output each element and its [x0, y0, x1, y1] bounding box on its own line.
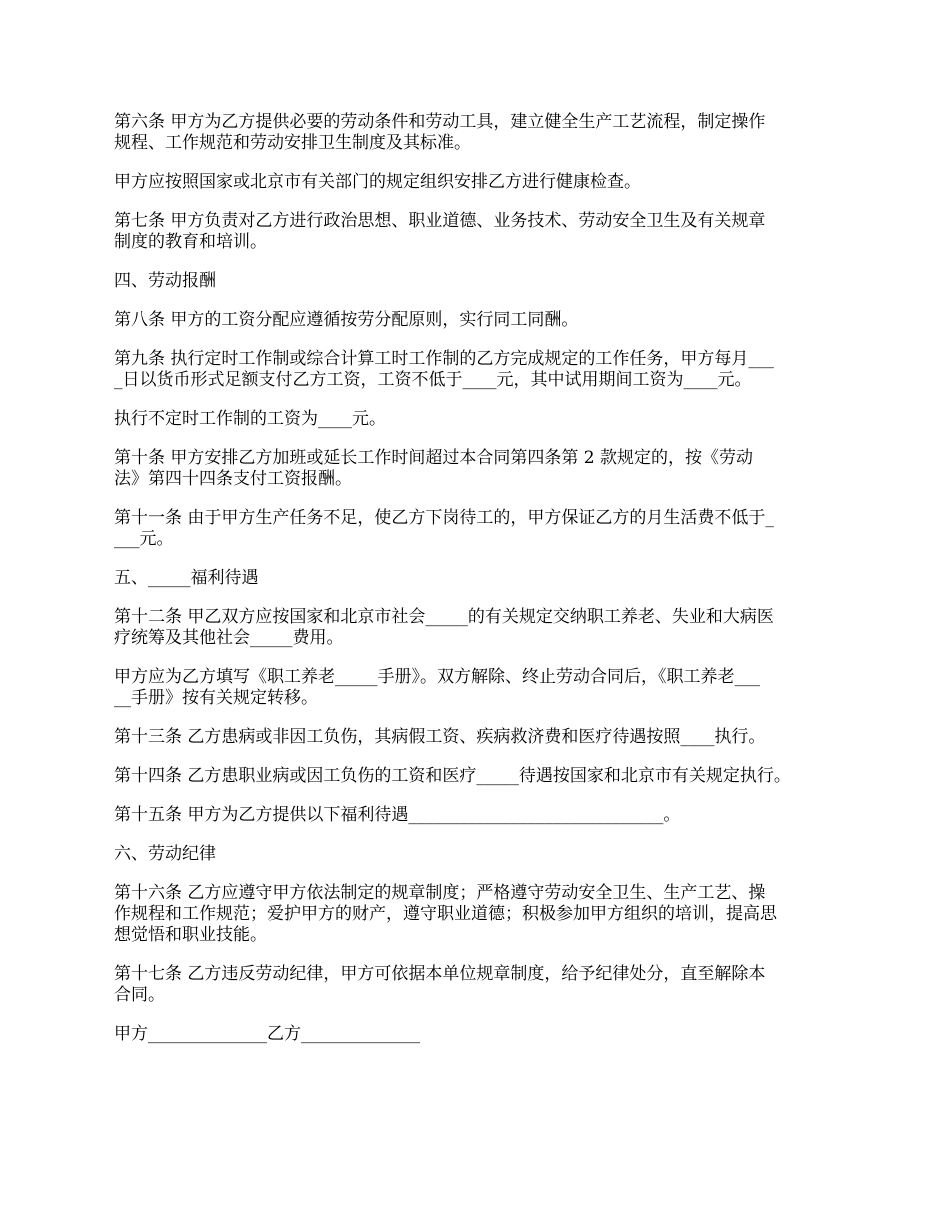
paragraph	[114, 568, 854, 589]
paragraph-line: 合同。	[114, 985, 165, 1005]
paragraph-line: 六、劳动纪律	[114, 844, 216, 864]
paragraph	[114, 727, 854, 748]
paragraph-line: 疗统筹及其他社会_____费用。	[114, 628, 344, 648]
paragraph-line: 第十七条 乙方违反劳动纪律，甲方可依据本单位规章制度，给予纪律处分，直至解除本	[114, 964, 766, 984]
paragraph-line: 第十三条 乙方患病或非因工负伤，其病假工资、疾病救济费和医疗待遇按照____执行。	[114, 727, 766, 747]
paragraph	[114, 844, 854, 865]
paragraph-line: __手册》按有关规定转移。	[114, 688, 318, 708]
paragraph-line: 第六条 甲方为乙方提供必要的劳动条件和劳动工具，建立健全生产工艺流程，制定操作	[114, 112, 766, 132]
paragraph-line: 第十六条 乙方应遵守甲方依法制定的规章制度；严格遵守劳动安全卫生、生产工艺、操	[114, 883, 766, 903]
paragraph	[114, 667, 854, 709]
paragraph-line: 法》第四十四条支付工资报酬。	[114, 469, 352, 489]
paragraph	[114, 883, 854, 946]
paragraph	[114, 508, 854, 550]
paragraph	[114, 1024, 854, 1045]
paragraph-line: 第九条 执行定时工作制或综合计算工时工作制的乙方完成规定的工作任务，甲方每月___	[114, 349, 774, 369]
paragraph-line: 作规程和工作规范；爱护甲方的财产，遵守职业道德；积极参加甲方组织的培训，提高思	[114, 904, 777, 924]
paragraph	[114, 964, 854, 1006]
document-body	[114, 112, 854, 1063]
paragraph-line: 执行不定时工作制的工资为____元。	[114, 409, 386, 429]
paragraph-line: 甲方______________乙方______________	[114, 1024, 420, 1044]
paragraph-line: 制度的教育和培训。	[114, 232, 267, 252]
paragraph	[114, 766, 854, 787]
paragraph-line: 第七条 甲方负责对乙方进行政治思想、职业道德、业务技术、劳动安全卫生及有关规章	[114, 211, 766, 231]
paragraph	[114, 310, 854, 331]
paragraph	[114, 805, 854, 826]
paragraph-line: 第十条 甲方安排乙方加班或延长工作时间超过本合同第四条第 2 款规定的，按《劳动	[114, 448, 754, 468]
paragraph	[114, 172, 854, 193]
paragraph-line: 五、_____福利待遇	[114, 568, 259, 588]
paragraph-line: 四、劳动报酬	[114, 271, 216, 291]
paragraph-line: 第八条 甲方的工资分配应遵循按劳分配原则，实行同工同酬。	[114, 310, 579, 330]
paragraph	[114, 448, 854, 490]
paragraph-line: 想觉悟和职业技能。	[114, 925, 267, 945]
paragraph-line: 规程、工作规范和劳动安排卫生制度及其标准。	[114, 133, 471, 153]
paragraph	[114, 271, 854, 292]
paragraph	[114, 607, 854, 649]
paragraph	[114, 112, 854, 154]
paragraph-line: 第十四条 乙方患职业病或因工负伤的工资和医疗_____待遇按国家和北京市有关规定执行。	[114, 766, 791, 786]
paragraph-line: 第十一条 由于甲方生产任务不足，使乙方下岗待工的，甲方保证乙方的月生活费不低于_	[114, 508, 774, 528]
paragraph-line: _日以货币形式足额支付乙方工资，工资不低于____元，其中试用期间工资为____元。	[114, 370, 752, 390]
paragraph-line: 甲方应按照国家或北京市有关部门的规定组织安排乙方进行健康检查。	[114, 172, 641, 192]
paragraph	[114, 409, 854, 430]
paragraph	[114, 211, 854, 253]
paragraph-line: 第十二条 甲乙双方应按国家和北京市社会_____的有关规定交纳职工养老、失业和大病医	[114, 607, 774, 627]
paragraph-line: ___元。	[114, 529, 174, 549]
paragraph-line: 甲方应为乙方填写《职工养老_____手册》。双方解除、终止劳动合同后，《职工养老___	[114, 667, 760, 687]
paragraph-line: 第十五条 甲方为乙方提供以下福利待遇______________________________。	[114, 805, 681, 825]
paragraph	[114, 349, 854, 391]
